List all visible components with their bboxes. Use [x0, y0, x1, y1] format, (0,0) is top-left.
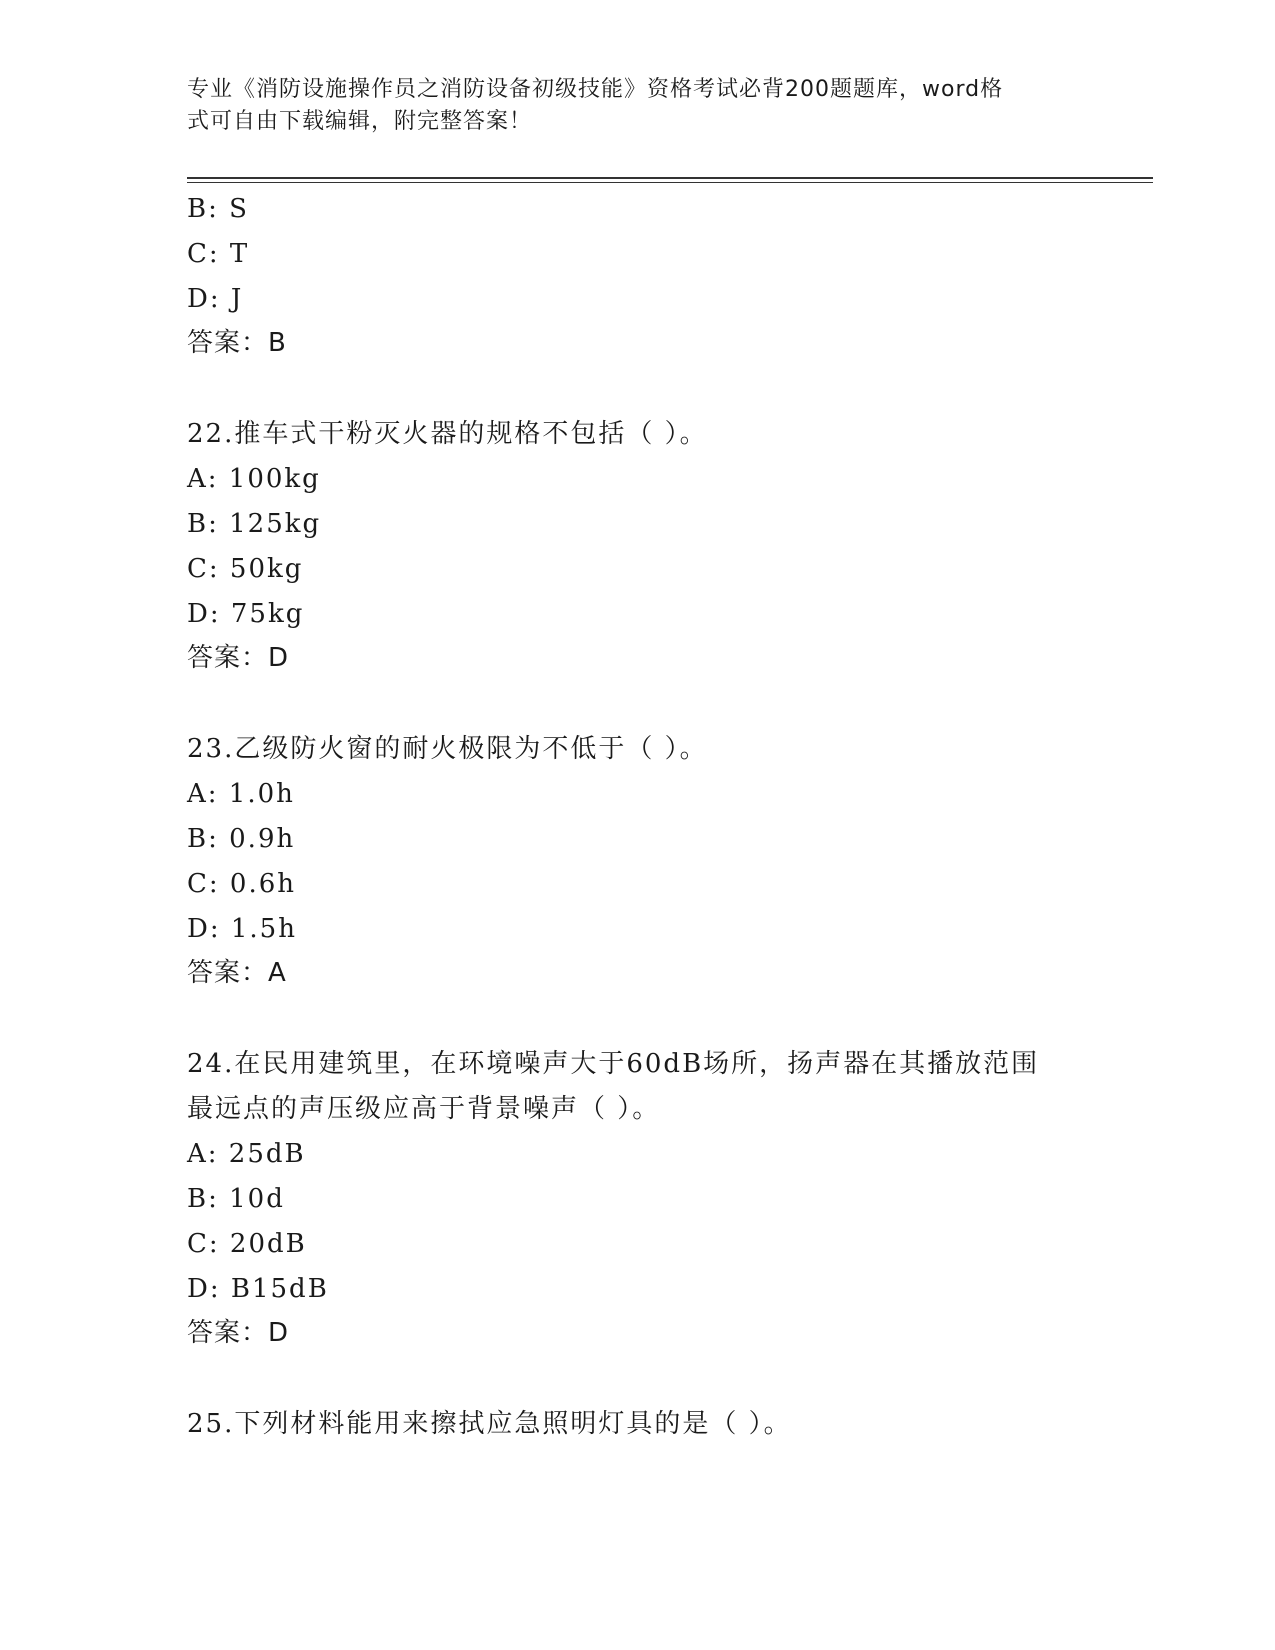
q22-stem: 22.推车式干粉灭火器的规格不包括（ ）。: [187, 419, 708, 449]
header-title-line-1: 专业《消防设施操作员之消防设备初级技能》资格考试必背200题题库，word格: [187, 77, 1004, 102]
q22-option-d: D: 75kg: [187, 599, 305, 629]
q24-stem-line-1: 24.在民用建筑里，在环境噪声大于60dB场所，扬声器在其播放范围: [187, 1049, 1040, 1079]
q24-option-d: D: B15dB: [187, 1274, 329, 1304]
q21-option-c: C: T: [187, 239, 250, 269]
q23-answer: 答案：A: [187, 958, 287, 988]
q24-option-c: C: 20dB: [187, 1229, 307, 1259]
q25-stem: 25.下列材料能用来擦拭应急照明灯具的是（ ）。: [187, 1409, 792, 1439]
q22-option-c: C: 50kg: [187, 554, 304, 584]
q24-option-a: A: 25dB: [187, 1139, 306, 1169]
document-header: [187, 74, 1067, 138]
q21-option-d: D: J: [187, 284, 244, 314]
q21-answer: 答案：B: [187, 328, 287, 358]
q21-option-b: B: S: [187, 194, 249, 224]
q24-stem-line-2: 最远点的声压级应高于背景噪声（ ）。: [187, 1094, 661, 1124]
q23-option-a: A: 1.0h: [187, 779, 295, 809]
header-divider-thick: [187, 177, 1153, 179]
header-divider-thin: [187, 182, 1153, 183]
q22-option-b: B: 125kg: [187, 509, 322, 539]
q24-answer: 答案：D: [187, 1318, 290, 1348]
q23-option-c: C: 0.6h: [187, 869, 297, 899]
header-title-line-2: 式可自由下载编辑，附完整答案！: [187, 109, 533, 134]
q23-stem: 23.乙级防火窗的耐火极限为不低于（ ）。: [187, 734, 708, 764]
q24-option-b: B: 10d: [187, 1184, 285, 1214]
q23-option-b: B: 0.9h: [187, 824, 296, 854]
q22-answer: 答案：D: [187, 643, 290, 673]
q22-option-a: A: 100kg: [187, 464, 321, 494]
q23-option-d: D: 1.5h: [187, 914, 297, 944]
